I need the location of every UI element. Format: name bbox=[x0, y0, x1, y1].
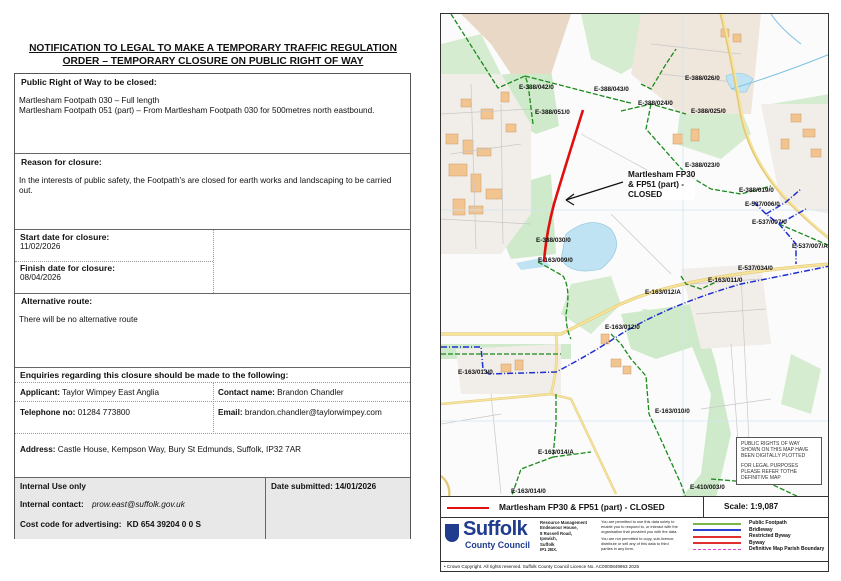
internal-divider bbox=[265, 478, 266, 539]
prow-line1: Martlesham Footpath 030 – Full length bbox=[19, 96, 160, 105]
path-label: E-163/014/0 bbox=[511, 488, 546, 495]
dates-row-divider bbox=[15, 261, 213, 262]
enquiries-heading: Enquiries regarding this closure should be made to the following: bbox=[20, 370, 289, 380]
closed-route-key-line bbox=[447, 507, 489, 509]
date-submitted-value: 14/01/2026 bbox=[335, 482, 377, 491]
form-title-line2: ORDER – TEMPORARY CLOSURE ON PUBLIC RIGHT OF WAY bbox=[62, 56, 364, 67]
prow-heading: Public Right of Way to be closed: bbox=[21, 77, 157, 87]
internal-contact-value[interactable]: prow.east@suffolk.gov.uk bbox=[91, 500, 185, 509]
suffolk-crest-icon bbox=[445, 524, 459, 542]
reason-heading: Reason for closure: bbox=[21, 157, 102, 167]
applicant-label: Applicant: bbox=[20, 388, 61, 397]
contact-name-field bbox=[218, 388, 344, 397]
caption-row bbox=[441, 497, 828, 518]
cost-code-field bbox=[20, 520, 201, 529]
prow-section bbox=[15, 74, 410, 154]
form-title bbox=[14, 42, 412, 68]
form-title-line1: NOTIFICATION TO LEGAL TO MAKE A TEMPORARY TRAFFIC REGULATION bbox=[29, 43, 397, 54]
address-label: Address: bbox=[20, 445, 56, 454]
map-caption: Martlesham FP30 & FP51 (part) - CLOSED bbox=[499, 502, 665, 512]
address-field bbox=[20, 445, 301, 454]
legend-label: Byway bbox=[749, 539, 765, 546]
cost-code-label: Cost code for advertising: bbox=[20, 520, 122, 529]
parish-boundary-key-line bbox=[693, 549, 741, 550]
start-date-value: 11/02/2026 bbox=[20, 242, 61, 251]
reason-text: In the interests of public safety, the Footpath's are closed for earth works and landscaping to be carried out. bbox=[19, 176, 392, 195]
data-permission-text bbox=[601, 520, 681, 551]
council-subtitle: County Council bbox=[465, 540, 530, 550]
path-label: E-163/012/0 bbox=[605, 324, 640, 331]
contact-name-value: Brandon Chandler bbox=[277, 388, 344, 397]
path-label: E-537/034/0 bbox=[738, 265, 773, 272]
path-label: E-388/023/0 bbox=[685, 162, 720, 169]
address-line: Suffolk bbox=[540, 541, 555, 547]
alternative-section bbox=[15, 294, 410, 368]
legend-label: Public Footpath bbox=[749, 520, 787, 526]
path-label: E-537/006/0 bbox=[745, 201, 780, 208]
start-date-field bbox=[20, 232, 109, 251]
internal-heading: Internal Use only bbox=[20, 482, 86, 491]
internal-contact-field bbox=[20, 500, 185, 509]
permit-text-1: You are permitted to use this data solely to enable you to respond to, or interact with the organisation that provided you with the data. bbox=[601, 519, 678, 534]
path-label: E-388/043/0 bbox=[594, 86, 629, 93]
dates-section bbox=[15, 230, 410, 294]
date-submitted-field bbox=[271, 482, 376, 491]
address-line: Resource Management bbox=[540, 520, 588, 525]
path-label: E-388/030/0 bbox=[536, 237, 571, 244]
scale-box bbox=[703, 497, 828, 517]
cost-code-value: KD 654 39204 0 0 S bbox=[126, 520, 201, 529]
legend-label: Definitive Map Parish Boundary bbox=[749, 546, 825, 553]
path-label: E-388/042/0 bbox=[519, 84, 554, 91]
byway-key-line bbox=[693, 542, 741, 544]
internal-contact-label: Internal contact: bbox=[20, 500, 84, 509]
copyright-notice: • Crown Copyright. All rights reserved. Suffolk County Council Licence No. AC0000849963 2025 bbox=[441, 561, 828, 571]
restricted-byway-key-line bbox=[693, 536, 741, 538]
path-label: E-163/010/0 bbox=[655, 408, 690, 415]
email-label: Email: bbox=[218, 408, 243, 417]
reason-section bbox=[15, 154, 410, 230]
telephone-value: 01284 773800 bbox=[77, 408, 130, 417]
council-name: Suffolk bbox=[463, 518, 528, 540]
address-line: 8 Russell Road, bbox=[540, 530, 572, 536]
prow-line2: Martlesham Footpath 051 (part) – From Martlesham Footpath 030 for 500metres north eastbound. bbox=[19, 106, 375, 115]
path-label: E-163/014/A bbox=[538, 449, 574, 456]
finish-date-field bbox=[20, 263, 115, 282]
notice-line1: PUBLIC RIGHTS OF WAY SHOWN ON THIS MAP HAVE BEEN DIGITALLY PLOTTED bbox=[741, 441, 809, 459]
enq-divider-3 bbox=[15, 433, 410, 434]
enq-col-divider bbox=[213, 382, 214, 432]
closed-route-callout bbox=[628, 170, 695, 200]
permit-text-2: You are not permitted to copy, sub-licence, distribute or sell any of this data to third parties in any form. bbox=[601, 535, 675, 551]
path-label: E-537/007/0 bbox=[752, 219, 787, 226]
address-line: Endeavour House, bbox=[540, 525, 578, 531]
internal-section bbox=[15, 478, 410, 539]
telephone-field bbox=[20, 408, 130, 417]
path-label: E-163/012/A bbox=[645, 289, 681, 296]
path-label: E-388/026/0 bbox=[685, 75, 720, 82]
closed-label-line3: CLOSED bbox=[628, 190, 663, 199]
address-line: IP1 2BX. bbox=[540, 547, 558, 553]
path-label: E-388/024/0 bbox=[638, 100, 673, 107]
applicant-field bbox=[20, 388, 159, 397]
legend-label: Restricted Byway bbox=[749, 533, 791, 540]
location-map bbox=[440, 13, 829, 497]
date-submitted-label: Date submitted: bbox=[271, 482, 333, 491]
notice-line2: FOR LEGAL PURPOSES PLEASE REFER TOTHE DEFINITIVE MAP bbox=[741, 463, 799, 481]
path-label: E-163/013/0 bbox=[458, 369, 493, 376]
telephone-label: Telephone no: bbox=[20, 408, 76, 417]
closure-form bbox=[14, 73, 411, 539]
finish-date-label: Finish date for closure: bbox=[20, 263, 116, 273]
alternative-text: There will be no alternative route bbox=[19, 315, 138, 324]
email-value[interactable]: brandon.chandler@taylorwimpey.com bbox=[244, 408, 382, 417]
map-scale: Scale: 1:9,087 bbox=[724, 502, 779, 511]
path-label: E-388/051/0 bbox=[535, 109, 570, 116]
path-label: E-388/025/0 bbox=[691, 108, 726, 115]
enquiries-section bbox=[15, 368, 410, 478]
path-label: E-163/009/0 bbox=[538, 257, 573, 264]
contact-name-label: Contact name: bbox=[218, 388, 275, 397]
bridleway-key-line bbox=[693, 529, 741, 531]
digital-plotting-notice bbox=[736, 437, 822, 485]
council-address bbox=[540, 520, 587, 552]
finish-date-value: 08/04/2026 bbox=[20, 273, 61, 282]
closed-label-line1: Martlesham FP30 bbox=[628, 170, 696, 179]
map-footer bbox=[440, 497, 829, 572]
legend-label: Bridleway bbox=[749, 526, 773, 533]
address-value: Castle House, Kempson Way, Bury St Edmunds, Suffolk, IP32 7AR bbox=[57, 445, 302, 454]
closed-label-line2: & FP51 (part) - bbox=[628, 180, 684, 189]
footpath-key-line bbox=[693, 523, 741, 525]
dates-divider bbox=[213, 230, 214, 293]
path-label: E-163/011/0 bbox=[708, 277, 743, 284]
path-label: E-410/003/0 bbox=[690, 484, 725, 491]
path-label: E-388/019/0 bbox=[739, 187, 774, 194]
address-line: Ipswich, bbox=[540, 536, 557, 542]
alternative-heading: Alternative route: bbox=[21, 296, 93, 306]
path-label: E-537/007/A bbox=[792, 243, 828, 250]
start-date-label: Start date for closure: bbox=[20, 232, 110, 242]
map-canvas bbox=[441, 14, 829, 497]
email-field bbox=[218, 408, 382, 417]
applicant-value: Taylor Wimpey East Anglia bbox=[62, 388, 160, 397]
